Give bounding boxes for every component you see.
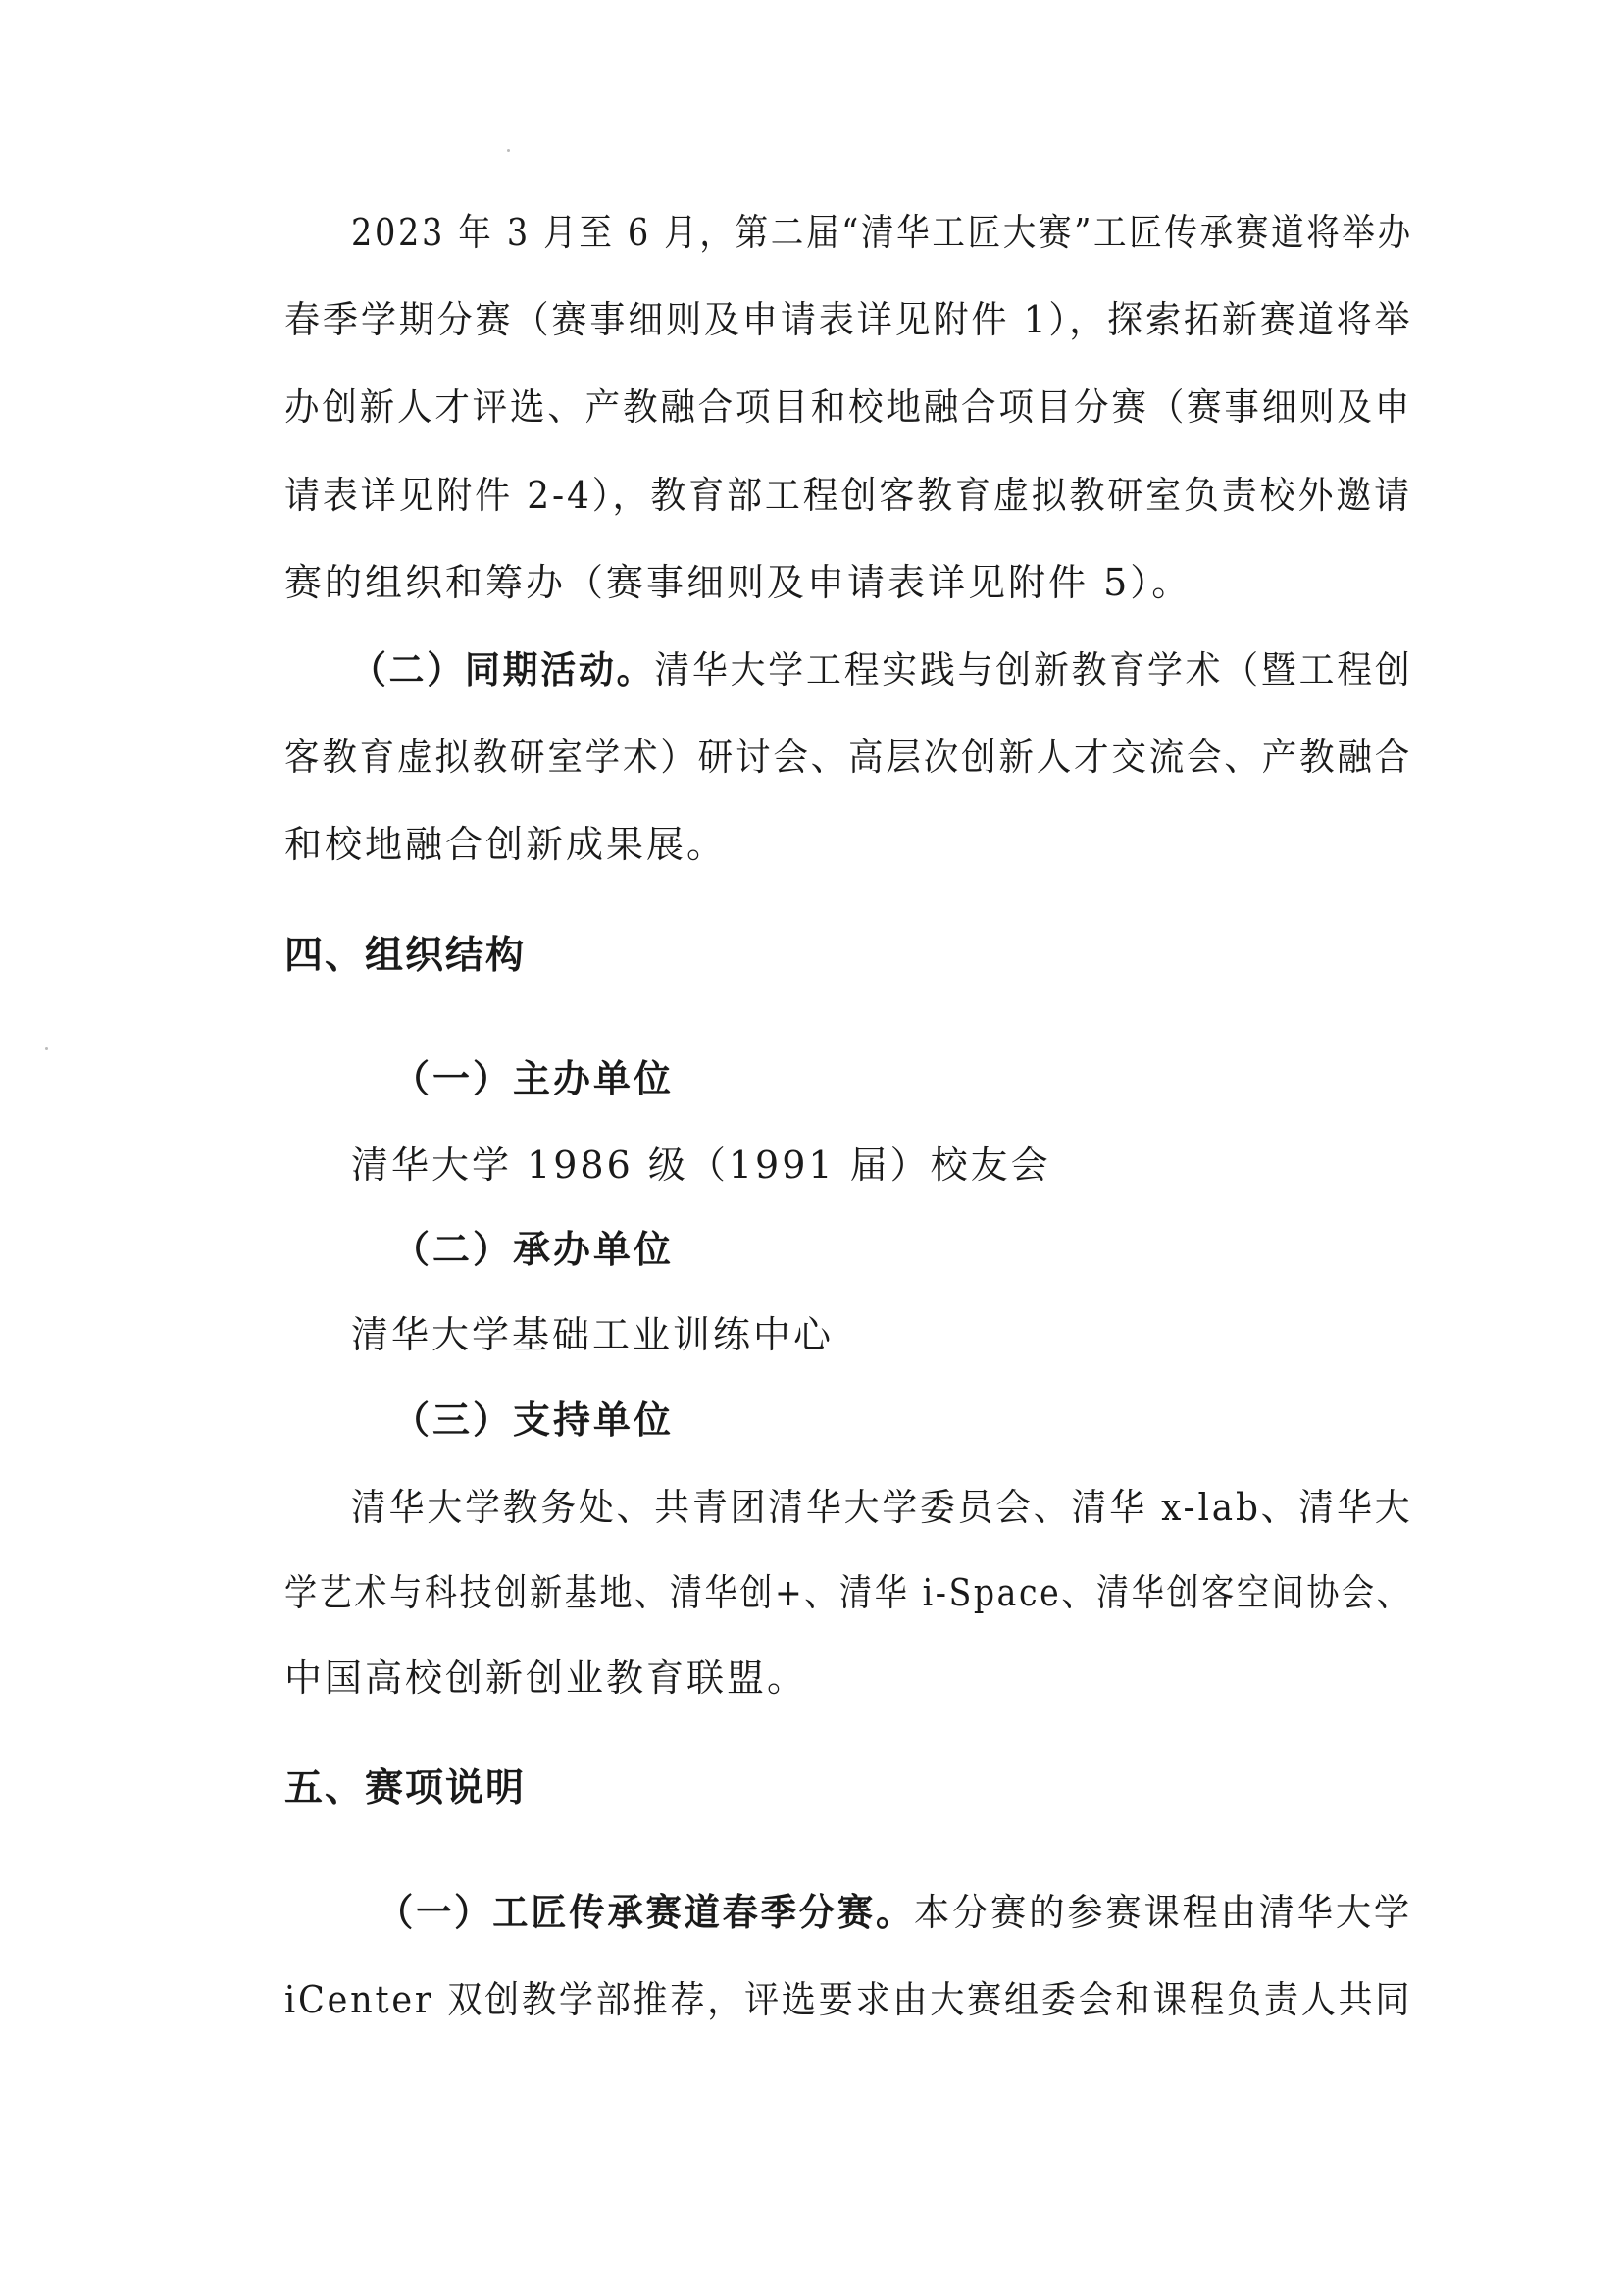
- scan-speck: [507, 149, 510, 152]
- paragraph-line: 办创新人才评选、产教融合项目和校地融合项目分赛（赛事细则及申: [284, 385, 1413, 429]
- subsection-body: 清华大学 1986 级（1991 届）校友会: [351, 1144, 1051, 1187]
- paragraph-text: 本分赛的参赛课程由清华大学: [914, 1891, 1413, 1934]
- subsection-title: （三）支持单位: [392, 1399, 675, 1442]
- paragraph-line: iCenter 双创教学部推荐，评选要求由大赛组委会和课程负责人共同: [284, 1978, 1413, 2021]
- section-heading: 五、赛项说明: [284, 1766, 527, 1810]
- subsection-body: 中国高校创新创业教育联盟。: [284, 1656, 808, 1700]
- paragraph-line: [378, 1889, 1412, 1936]
- paragraph-lead: （二）同期活动。: [351, 648, 655, 691]
- paragraph-line: 请表详见附件 2-4），教育部工程创客教育虚拟教研室负责校外邀请: [284, 474, 1412, 517]
- scan-speck: [45, 1047, 48, 1050]
- paragraph-text: 清华大学工程实践与创新教育学术（暨工程创: [654, 648, 1413, 691]
- subsection-body: 清华大学基础工业训练中心: [351, 1313, 835, 1356]
- paragraph-line: [351, 646, 1413, 693]
- subsection-title: （二）承办单位: [392, 1228, 675, 1271]
- subsection-body: 清华大学教务处、共青团清华大学委员会、清华 x-lab、清华大: [351, 1486, 1413, 1529]
- subsection-body: 学艺术与科技创新基地、清华创+、清华 i-Space、清华创客空间协会、: [284, 1571, 1412, 1614]
- subsection-title: （一）主办单位: [392, 1057, 675, 1100]
- paragraph-line: 春季学期分赛（赛事细则及申请表详见附件 1），探索拓新赛道将举: [284, 298, 1413, 341]
- paragraph-lead: （一）工匠传承赛道春季分赛。: [378, 1891, 915, 1934]
- section-heading: 四、组织结构: [284, 934, 527, 978]
- paragraph-line: 2023 年 3 月至 6 月，第二届“清华工匠大赛”工匠传承赛道将举办: [351, 211, 1413, 254]
- paragraph-line: 客教育虚拟教研室学术）研讨会、高层次创新人才交流会、产教融合: [284, 736, 1413, 779]
- paragraph-line: 和校地融合创新成果展。: [284, 823, 728, 866]
- paragraph-line: 赛的组织和筹办（赛事细则及申请表详见附件 5）。: [284, 561, 1193, 604]
